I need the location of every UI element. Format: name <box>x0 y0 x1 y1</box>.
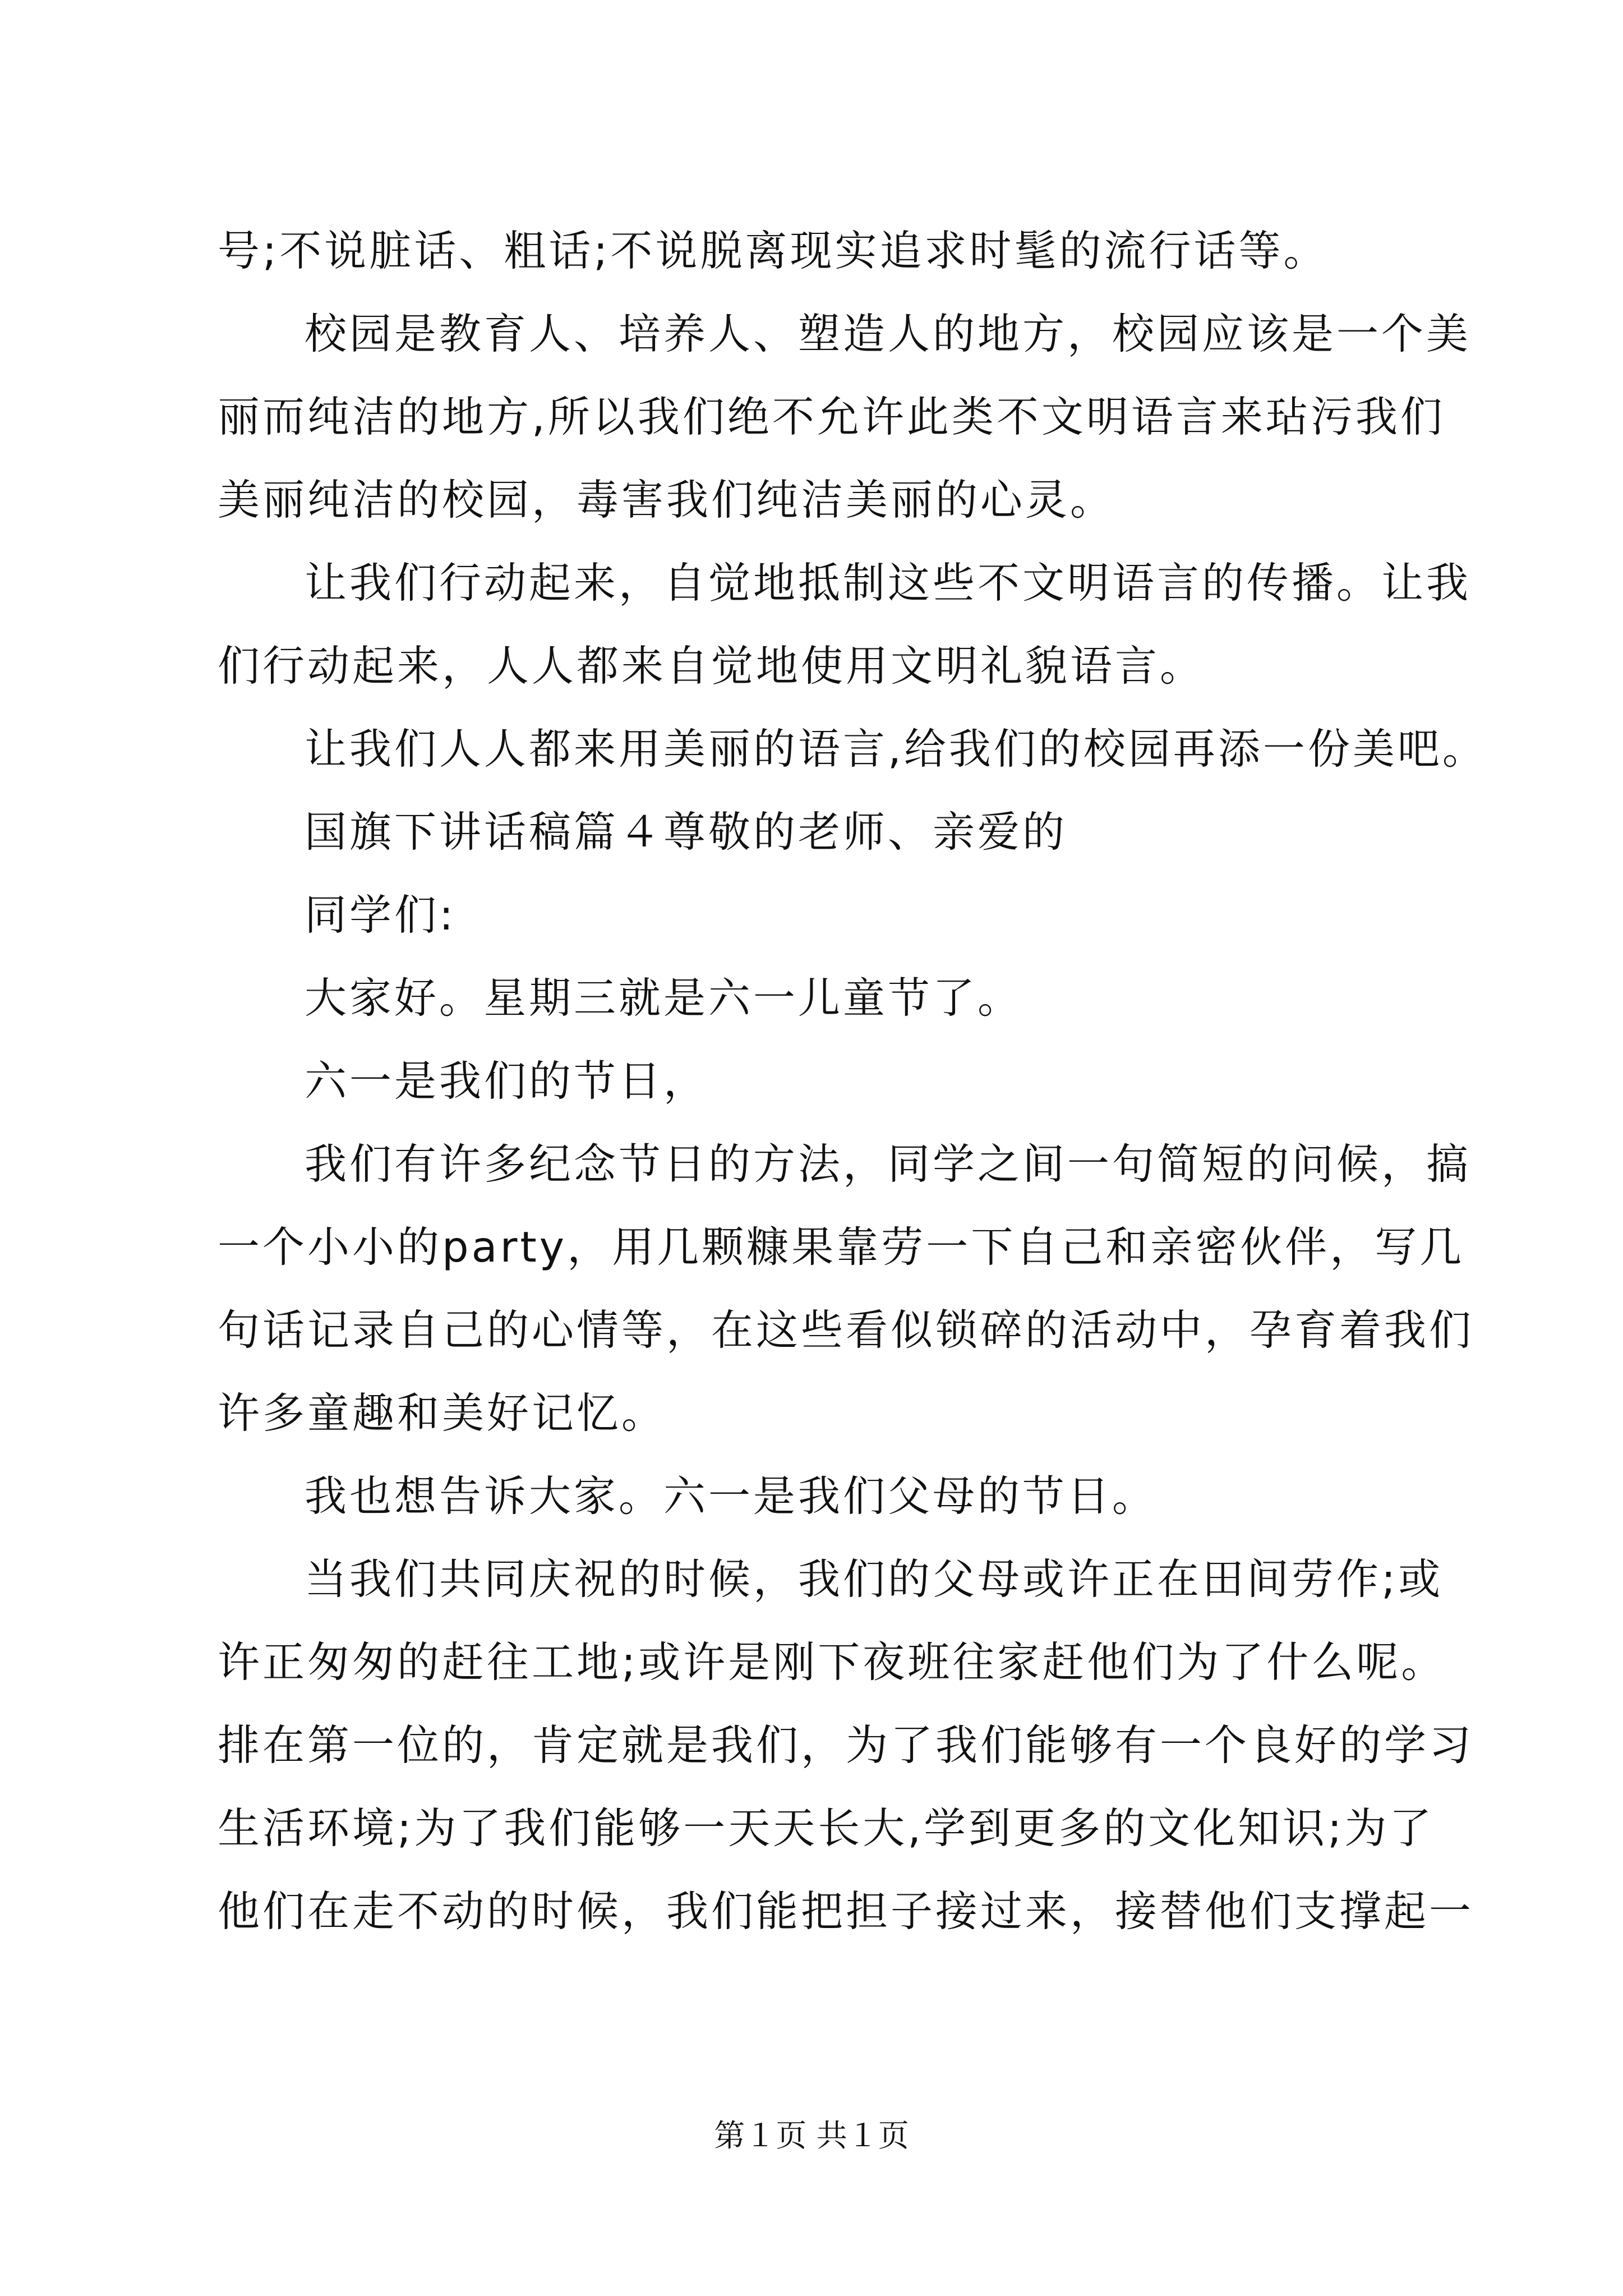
text-line: 让我们行动起来，自觉地抵制这些不文明语言的传播。让我 <box>305 558 1472 608</box>
text-line: 一个小小的party，用几颗糠果靠劳一下自己和亲密伙伴，写几 <box>218 1222 1465 1272</box>
text-line: 校园是教育人、培养人、塑造人的地方，校园应该是一个美 <box>305 309 1472 358</box>
text-line: 同学们: <box>305 890 457 940</box>
text-line: 生活环境;为了我们能够一天天长大,学到更多的文化知识;为了 <box>218 1803 1435 1853</box>
text-line: 他们在走不动的时候，我们能把担子接过来，接替他们支撑起一 <box>218 1887 1474 1936</box>
section-heading: 国旗下讲话稿篇４尊敬的老师、亲爱的 <box>305 807 1068 857</box>
text-line: 许多童趣和美好记忆。 <box>218 1388 667 1438</box>
text-line: 让我们人人都来用美丽的语言,给我们的校园再添一份美吧。 <box>305 724 1487 774</box>
text-line: 当我们共同庆祝的时候，我们的父母或许正在田间劳作;或 <box>305 1554 1444 1604</box>
page-footer: 第１页 共１页 <box>714 2118 909 2154</box>
text-line: 丽而纯洁的地方,所以我们绝不允许此类不文明语言来玷污我们 <box>218 392 1445 441</box>
text-line: 句话记录自己的心情等，在这些看似锁碎的活动中，孕育着我们 <box>218 1305 1474 1355</box>
text-line: 排在第一位的，肯定就是我们，为了我们能够有一个良好的学习 <box>218 1720 1474 1770</box>
text-line: 美丽纯洁的校园，毒害我们纯洁美丽的心灵。 <box>218 475 1115 524</box>
text-line: 我也想告诉大家。六一是我们父母的节日。 <box>305 1471 1158 1521</box>
text-line: 们行动起来，人人都来自觉地使用文明礼貌语言。 <box>218 641 1205 691</box>
text-line: 号;不说脏话、粗话;不说脱离现实追求时髦的流行话等。 <box>218 226 1329 275</box>
text-line: 许正匆匆的赶往工地;或许是刚下夜班往家赶他们为了什么呢。 <box>218 1637 1446 1687</box>
text-line: 六一是我们的节日， <box>305 1056 709 1106</box>
text-line: 大家好。星期三就是六一儿童节了。 <box>305 973 1023 1023</box>
text-line: 我们有许多纪念节日的方法，同学之间一句简短的问候，搞 <box>305 1139 1472 1189</box>
